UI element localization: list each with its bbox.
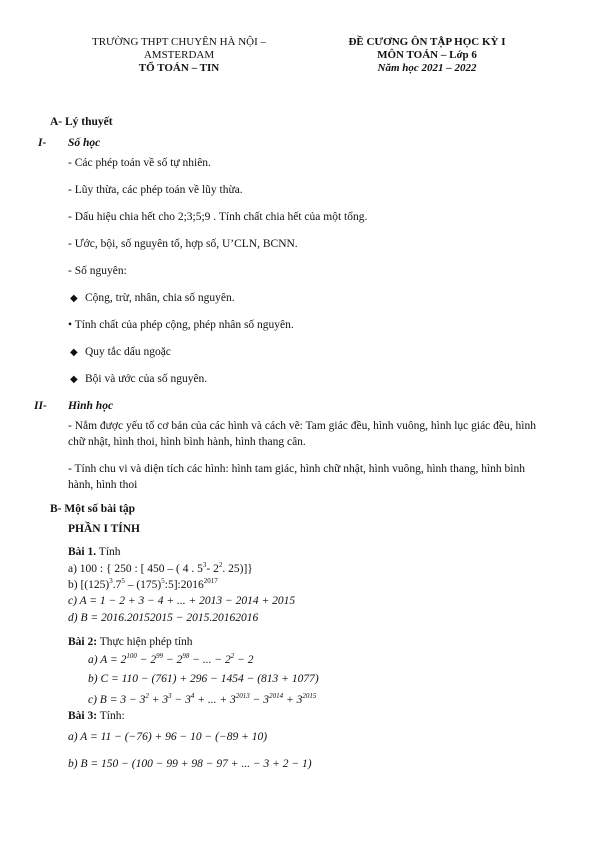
diamond-bullet-icon: ◆ [70, 293, 78, 304]
theory-item: - Các phép toán về số tự nhiên. [68, 157, 211, 169]
section-theory-heading: A- Lý thuyết [50, 116, 113, 128]
exercise-3b: b) B = 150 − (100 − 99 + 98 − 97 + ... − 3 + 2 − 1) [68, 758, 312, 770]
school-header [70, 36, 288, 75]
exercise-1c: c) A = 1 − 2 + 3 − 4 + ... + 2013 − 2014 + 2015 [68, 595, 296, 607]
diamond-bullet-icon: ◆ [70, 374, 78, 385]
exercise-3a: a) A = 11 − (−76) + 96 − 10 − (−89 + 10) [68, 731, 268, 743]
school-name-line1: TRƯỜNG THPT CHUYÊN HÀ NỘI – [91, 36, 267, 48]
section-exercises-heading: B- Một số bài tập [50, 503, 135, 515]
theory-item: - Ước, bội, số nguyên tố, hợp số, U’CLN, BCNN. [68, 238, 298, 250]
exercise-1-title: Bài 1. Tính [68, 546, 121, 558]
theory-item: - Dấu hiệu chia hết cho 2;3;5;9 . Tính chất chia hết của một tổng. [68, 211, 368, 223]
theory-subitem: ◆ Cộng, trừ, nhân, chia số nguyên. [70, 292, 235, 304]
document-year: Năm học 2021 – 2022 [377, 62, 477, 74]
exercise-2-title: Bài 2: Thực hiện phép tính [68, 636, 193, 648]
exercise-2b: b) C = 110 − (761) + 296 − 1454 − (813 + 1077) [88, 673, 319, 685]
theory-subitem: • Tính chất của phép cộng, phép nhân số nguyên. [68, 319, 294, 331]
geometry-item: - Tính chu vi và diện tích các hình: hình tam giác, hình chữ nhật, hình vuông, hình thang, hình bình hành, hình thoi [68, 463, 525, 491]
part2-number: II- [34, 400, 47, 412]
exercise-2a: a) $A = 2^{100} - 2^{99} - 2^{98}$ − ... − $2^2 - 2$ [88, 652, 254, 666]
exercise-1b: b) [$(125)^3.7^5$ – $(175)^5:5]:2016^{2017}$ [68, 577, 218, 591]
document-title: ĐỀ CƯƠNG ÔN TẬP HỌC KỲ I [348, 36, 506, 48]
exercise-3-title: Bài 3: Tính: [68, 710, 125, 722]
theory-item: - Lũy thừa, các phép toán về lũy thừa. [68, 184, 243, 196]
diamond-bullet-icon: ◆ [70, 347, 78, 358]
part-title: PHẦN I TÍNH [68, 523, 140, 535]
exercise-2c: c) $B = 3 - 3^2 + 3^3 - 3^4$ + ... + $3^{2013} - 3^{2014} + 3^{2015}$ [88, 692, 317, 706]
theory-subitem: ◆ Bội và ước của số nguyên. [70, 373, 208, 385]
school-name-line2: AMSTERDAM [143, 49, 215, 61]
document-subject: MÔN TOÁN – Lớp 6 [377, 49, 477, 61]
exercise-1d: d) B = 2016.20152015 − 2015.20162016 [68, 612, 259, 624]
geometry-item: - Nắm được yếu tố cơ bản của các hình và cách vẽ: Tam giác đều, hình vuông, hình lục giác đều, hình chữ nhật, hình thoi, hình bình hành, hình thang cân. [68, 420, 536, 448]
theory-item: - Số nguyên: [68, 265, 127, 277]
department-name: TỔ TOÁN – TIN [138, 62, 220, 74]
document-header [318, 36, 536, 75]
theory-subitem: ◆ Quy tắc dấu ngoặc [70, 346, 171, 358]
part1-title: Số học [68, 137, 101, 149]
part1-number: I- [38, 137, 47, 149]
exercise-1a: a) 100 : { 250 : [ 450 – ( 4 . $5^3-$ $2^2$. 25)]} [68, 561, 253, 575]
part2-title: Hình học [68, 400, 114, 412]
